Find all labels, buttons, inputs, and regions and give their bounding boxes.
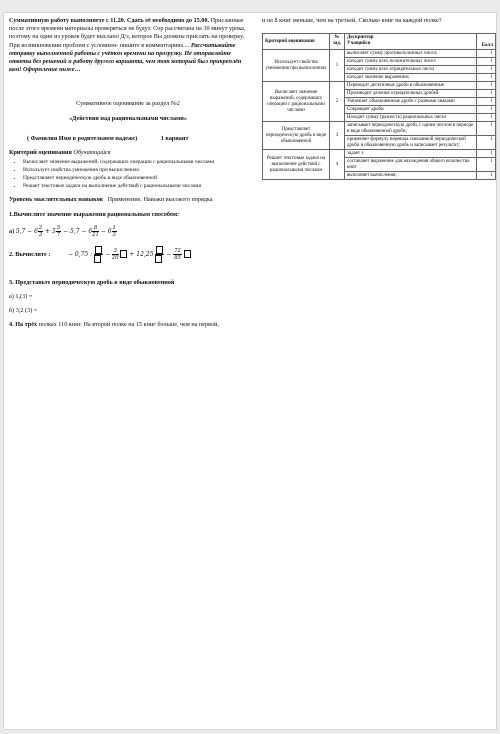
- rubric-descriptor: задает х: [345, 150, 477, 158]
- intro-text: [9, 17, 247, 74]
- rubric-score: 1: [477, 90, 496, 98]
- rubric-header-descriptor: [345, 34, 477, 50]
- left-column: [9, 17, 247, 330]
- rubric-body: [263, 50, 496, 180]
- document-page: [3, 12, 497, 730]
- rubric-score: 1: [477, 82, 496, 90]
- rubric-task-number: 2: [330, 82, 345, 122]
- task1a-label: а): [9, 227, 15, 235]
- rubric-score: 1: [477, 98, 496, 106]
- rubric-score: 1: [477, 122, 496, 136]
- rubric-row: [263, 122, 496, 136]
- task1a-math: 5,7 − 6 $\frac{2}{3}$ + 5 $\frac{5}{7}$ − 5,7 − 6 $\frac{8}{21}$ − 6 $\frac{1}{3}$: [15, 224, 116, 238]
- rubric-descriptor: Находит сумму (разность) рациональных чисел: [345, 114, 477, 122]
- thinking-level: [9, 196, 247, 204]
- intro-deadline: Суммативную работу выполняете с 11.20. Сдать её необходимо до 15.00.: [9, 17, 210, 24]
- rubric-score: 1: [477, 106, 496, 114]
- rubric-descriptor: составляет выражение для нахождения общего количества книг: [345, 158, 477, 172]
- rubric-task-number: 1: [330, 50, 345, 82]
- rubric-score: 1: [477, 74, 496, 82]
- rubric-descriptor: выполняет вычисления;: [345, 172, 477, 180]
- task3-title-text: 3. Представьте периодическую дробь в виде обыкновенной: [9, 278, 175, 286]
- criteria-item: • Использует свойства умножения при вычислениях: [23, 167, 247, 174]
- rubric-header-descriptor-text: Дескриптор: [347, 34, 374, 40]
- rubric-row: [263, 150, 496, 158]
- task1-title: 1.Вычислите значение выражения рациональным способом:: [9, 210, 180, 218]
- task2-expression: [9, 246, 247, 263]
- rubric-score: 1: [477, 158, 496, 172]
- rubric-table: [262, 33, 496, 180]
- rubric-descriptor: находит сумму всех положительных чисел: [345, 58, 477, 66]
- name-line: [9, 135, 247, 143]
- task1a-expression: [9, 225, 247, 238]
- rubric-descriptor: вычисляет сумму противоположных чисел;: [345, 50, 477, 58]
- variant-label: 1 вариант: [160, 134, 189, 142]
- task3-title: [9, 279, 247, 287]
- rubric-score: 1: [477, 50, 496, 58]
- task2-math: − 0,75 : − $\frac{3}{20}$ + 12,25 − $\frac{72}{85}$: [68, 251, 191, 258]
- task4-continuation: [262, 17, 494, 25]
- criteria-list: [9, 159, 247, 189]
- rubric-criterion: Вычисляет значение выражений, содержащих операции с рациональными числами: [263, 82, 330, 122]
- criteria-item: • Решает текстовые задачи на выполнение действий с рациональными числами: [23, 183, 247, 190]
- criteria-item: • Вычисляет значение выражений, содержащих операции с рациональными числами: [23, 159, 247, 166]
- rubric-header-number: № зад.: [330, 34, 345, 50]
- rubric-descriptor: Производит деление отрицательных дробей: [345, 90, 477, 98]
- rubric-score: 1: [477, 150, 496, 158]
- task3b: б) 3,2 (3) =: [9, 307, 38, 315]
- level-value: Применение. Навыки высокого порядка: [107, 196, 213, 204]
- criteria-label-italic: Обучающийся: [73, 149, 111, 157]
- criteria-item: • Представляет периодическую дробь в виде обыкновенной: [23, 175, 247, 182]
- rubric-descriptor: записывает периодическую дробь с одним числом в периоде в виде обыкновенной дроби;: [345, 122, 477, 136]
- criteria-label: Критерий оценивания: [9, 149, 72, 157]
- rubric-header-score: Балл: [477, 34, 496, 50]
- rubric-score: 1: [477, 58, 496, 66]
- rubric-criterion: Использует свойства умножения при вычислениях: [263, 50, 330, 82]
- rubric-row: [263, 50, 496, 58]
- rubric-header-criterion: Критерий оценивания: [263, 34, 330, 50]
- rubric-task-number: 4: [330, 150, 345, 180]
- rubric-descriptor: находит сумму всех отрицательных чисел: [345, 66, 477, 74]
- task4-title: [9, 321, 247, 329]
- heading-line-1: Суммативное оценивание за раздел №2: [76, 100, 180, 108]
- task4-lead: 4. На трёх: [9, 321, 38, 329]
- intro-homework-note: Сор рассчитана на 30 минут урока, поэтому на один из уроков будет выслано Д/з, которое Вы должны прислать на проверку. При возникновении проблем с условием- пишите в комментариях....: [9, 25, 246, 49]
- task4-text: полках 110 книг. На второй полке на 15 книг больше, чем на первой,: [37, 321, 219, 329]
- rubric-header-row: [263, 34, 496, 50]
- rubric-score: 1: [477, 172, 496, 180]
- rubric-header-descriptor-sub: Учащийся: [347, 40, 371, 46]
- intro-upload-note: Рассчитывайте отправку выполненной работы с учётом времени на прогрузку. Не отправляйте ответы без решений и работу другого варианта, чем тот который был прикреплён вам! Оформление ниже…: [9, 41, 242, 74]
- rubric-descriptor: Умножает обыкновенные дроби с разными знаками: [345, 98, 477, 106]
- rubric-row: [263, 82, 496, 90]
- rubric-descriptor: применяет формулу перевода смешанной периодической дроби в обыкновенную дробь и записывает результат;: [345, 136, 477, 150]
- rubric-score: 1: [477, 136, 496, 150]
- rubric-descriptor: Переводит десятичные дроби в обыкновенные: [345, 82, 477, 90]
- rubric-criterion: Решает текстовые задачи на выполнение действий с рациональными числами: [263, 150, 330, 180]
- name-placeholder: ( Фамилия Имя в родительном падеже): [27, 134, 138, 142]
- rubric-score: 1: [477, 66, 496, 74]
- rubric-descriptor: находит значение выражения;: [345, 74, 477, 82]
- level-label: Уровень мыслительных навыков: [9, 196, 103, 204]
- task3a: а) 1,(3) =: [9, 293, 33, 301]
- rubric-score: 1: [477, 114, 496, 122]
- heading-line-2: «Действия над рациональными числами»: [69, 114, 187, 122]
- rubric-task-number: 3: [330, 122, 345, 150]
- rubric-descriptor: Сокращает дроби: [345, 106, 477, 114]
- task4-continuation-text: и на 8 книг меньше, чем на третьей. Сколько книг на каждой полке?: [262, 17, 442, 24]
- criteria-heading: [9, 149, 247, 157]
- task2-label: 2. Вычислите :: [9, 250, 51, 258]
- intro-late-note: Присланные после этого времени материалы проверяться не будут.: [9, 17, 244, 33]
- rubric-criterion: Представляет периодическую дробь в виде обыкновенной: [263, 122, 330, 150]
